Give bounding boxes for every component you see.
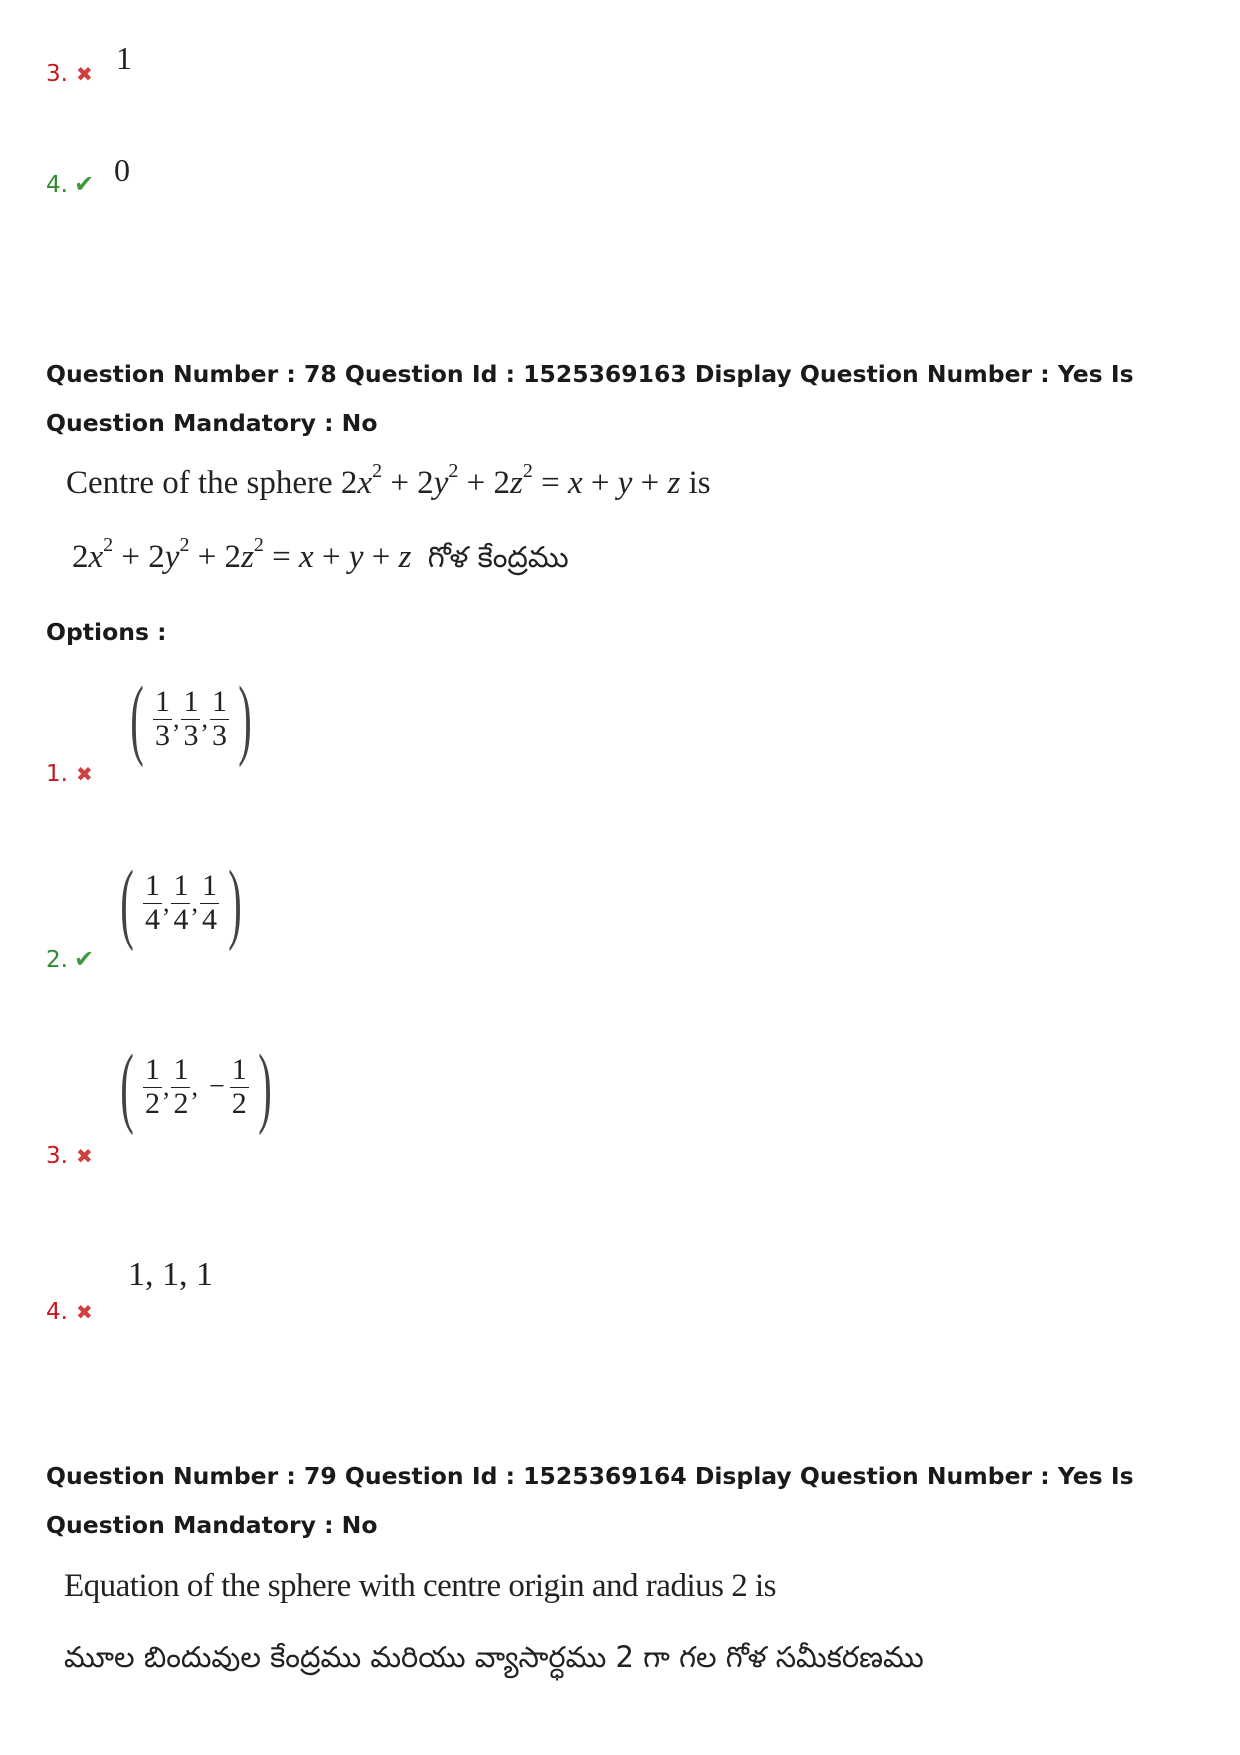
option-row [46, 1144, 93, 1168]
option-number: 1. [46, 761, 68, 787]
option-value-fraction-tuple: ( $\frac{1}{4}$ , $\frac{1}{4}$ , $\frac{1}{4}$ ) [120, 853, 242, 952]
options-label: Options : [46, 618, 167, 646]
option-value-fraction-tuple: ( $\frac{1}{2}$ , $\frac{1}{2}$ , − $\frac{1}{2}$ ) [120, 1037, 272, 1136]
fraction: $\frac{1}{4}$ [144, 869, 160, 936]
question-text-prefix: Centre of the sphere [66, 465, 341, 501]
minus-sign: − [208, 1071, 225, 1102]
option-number: 4. [46, 172, 68, 198]
cross-icon: ✖ [75, 1300, 93, 1324]
option-value: 1 [116, 40, 132, 76]
option-row [46, 62, 93, 86]
fraction: $\frac{1}{2}$ [144, 1053, 160, 1120]
fraction: $\frac{1}{2}$ [231, 1053, 247, 1120]
telugu-suffix: గోళ కేంద్రము [427, 540, 569, 574]
left-paren: ( [130, 669, 144, 768]
question-header: Question Number : 79 Question Id : 1525369164 Display Question Number : Yes Is Question Mandatory : No [46, 1462, 1134, 1539]
option-row [46, 1300, 93, 1324]
option-row [46, 945, 94, 973]
option-number: 2. [46, 947, 68, 973]
fraction: $\frac{1}{3}$ [183, 685, 199, 752]
cross-icon: ✖ [75, 1144, 93, 1168]
question-text-english: Equation of the sphere with centre origin and radius 2 is [64, 1568, 776, 1604]
fraction: $\frac{1}{4}$ [173, 869, 189, 936]
option-row [46, 170, 94, 198]
fraction: $\frac{1}{3}$ [211, 685, 227, 752]
option-value: 1, 1, 1 [128, 1256, 213, 1293]
fraction: $\frac{1}{2}$ [173, 1053, 189, 1120]
option-value-fraction-tuple: ( $\frac{1}{3}$ , $\frac{1}{3}$ , $\frac{1}{3}$ ) [130, 669, 252, 768]
option-value: 0 [114, 152, 130, 188]
left-paren: ( [120, 853, 134, 952]
check-icon: ✔ [73, 170, 95, 198]
left-paren: ( [120, 1037, 134, 1136]
check-icon: ✔ [73, 945, 95, 973]
equation: $2x^2 + 2y^2 + 2z^2 = x + y + z$ [340, 460, 681, 501]
cross-icon: ✖ [75, 762, 93, 786]
fraction: $\frac{1}{4}$ [201, 869, 217, 936]
fraction: $\frac{1}{3}$ [154, 685, 170, 752]
option-number: 4. [46, 1299, 68, 1325]
equation: $2x^2 + 2y^2 + 2z^2 = x + y + z$ [72, 534, 412, 575]
question-text-suffix: is [680, 465, 711, 501]
right-paren: ) [258, 1037, 272, 1136]
option-number: 3. [46, 1143, 68, 1169]
question-text-telugu: మూల బిందువుల కేంద్రము మరియు వ్యాసార్ధము 2 గా గల గోళ సమీకరణము [64, 1640, 924, 1674]
right-paren: ) [238, 669, 252, 768]
question-text-english [66, 460, 711, 502]
question-text-telugu [72, 534, 569, 582]
question-header: Question Number : 78 Question Id : 1525369163 Display Question Number : Yes Is Question Mandatory : No [46, 360, 1134, 437]
option-row [46, 762, 93, 786]
cross-icon: ✖ [75, 62, 93, 86]
right-paren: ) [228, 853, 242, 952]
option-number: 3. [46, 61, 68, 87]
